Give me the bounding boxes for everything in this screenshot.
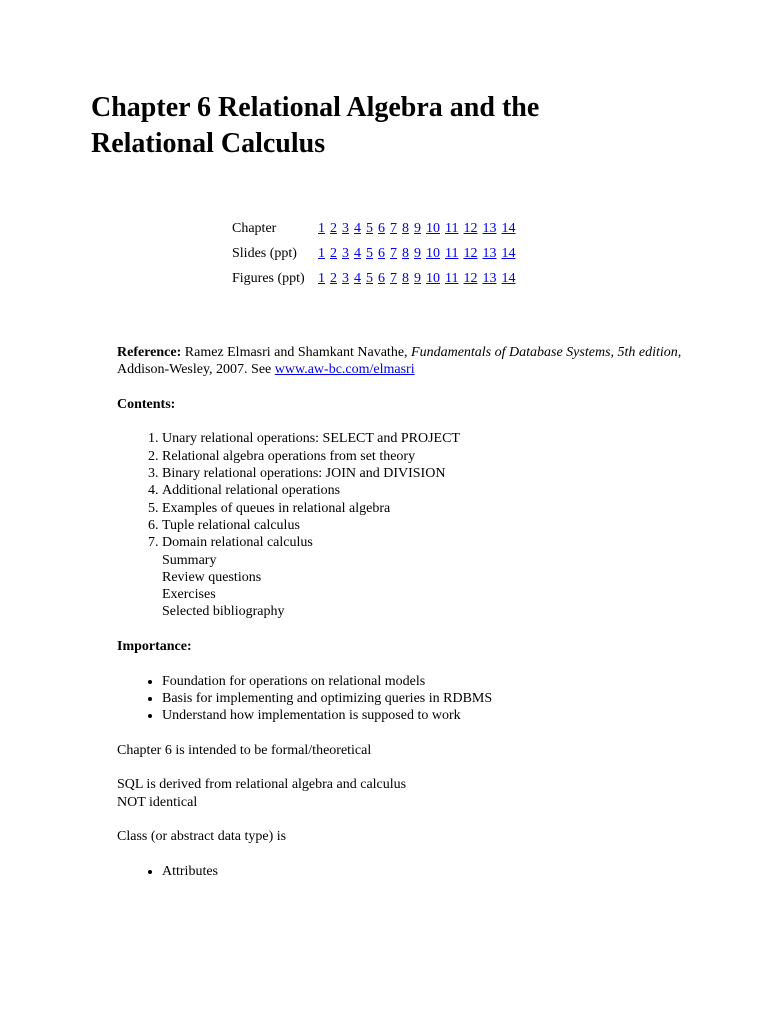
chapter-number-link[interactable]: 7	[390, 220, 397, 236]
paragraph-class: Class (or abstract data type) is	[117, 829, 287, 845]
reference-paragraph	[117, 344, 697, 379]
chapter-number-link[interactable]: 6	[378, 245, 385, 261]
contents-list	[117, 430, 697, 551]
chapter-number-link[interactable]: 14	[501, 220, 516, 236]
chapter-number-link[interactable]: 11	[445, 220, 459, 236]
chapter-number-link[interactable]: 12	[463, 270, 478, 286]
contents-item: 3. Binary relational operations: JOIN and DIVISION	[162, 465, 697, 482]
chapter-number-link[interactable]: 9	[414, 220, 421, 236]
chapter-number-link[interactable]: 6	[378, 220, 385, 236]
contents-item: 1. Unary relational operations: SELECT and PROJECT	[162, 430, 697, 447]
links-row-label: Figures (ppt)	[232, 270, 305, 286]
chapter-number-link[interactable]: 13	[482, 220, 497, 236]
chapter-number-link[interactable]: 5	[366, 270, 373, 286]
chapter-number-link[interactable]: 1	[318, 220, 325, 236]
chapter-number-link[interactable]: 1	[318, 270, 325, 286]
importance-item: • Understand how implementation is supposed to work	[162, 707, 697, 724]
chapter-number-link[interactable]: 5	[366, 220, 373, 236]
reference-label: Reference:	[117, 345, 182, 360]
links-row-links	[318, 241, 520, 266]
importance-list	[117, 673, 697, 725]
contents-item: 6. Tuple relational calculus	[162, 517, 697, 534]
class-list	[117, 863, 697, 880]
links-row-label: Chapter	[232, 220, 277, 236]
chapter-number-link[interactable]: 2	[330, 270, 337, 286]
chapter-number-link[interactable]: 3	[342, 220, 349, 236]
chapter-number-link[interactable]: 4	[354, 220, 361, 236]
contents-extra-item: Exercises	[162, 587, 216, 603]
chapter-number-link[interactable]: 11	[445, 270, 459, 286]
links-row	[232, 266, 520, 291]
contents-extra-item: Summary	[162, 552, 217, 568]
contents-item: 5. Examples of queues in relational algebra	[162, 500, 697, 517]
importance-heading-text: Importance:	[117, 639, 192, 655]
links-row	[232, 241, 520, 266]
contents-item: 4. Additional relational operations	[162, 482, 697, 499]
links-row-links	[318, 216, 520, 241]
chapter-number-link[interactable]: 11	[445, 245, 459, 261]
reference-authors: Ramez Elmasri and Shamkant Navathe,	[181, 345, 412, 360]
contents-item: 7. Domain relational calculus	[162, 534, 697, 551]
title-line-2: Relational Calculus	[91, 128, 326, 159]
chapter-number-link[interactable]: 13	[482, 270, 497, 286]
chapter-number-link[interactable]: 12	[463, 220, 478, 236]
paragraph-sql-line-2: NOT identical	[117, 794, 198, 810]
chapter-number-link[interactable]: 13	[482, 245, 497, 261]
chapter-number-link[interactable]: 7	[390, 270, 397, 286]
contents-heading-text: Contents:	[117, 396, 176, 412]
paragraph-formal: Chapter 6 is intended to be formal/theoretical	[117, 742, 372, 758]
chapter-number-link[interactable]: 8	[402, 245, 409, 261]
class-item: • Attributes	[162, 863, 697, 880]
chapter-number-link[interactable]: 1	[318, 245, 325, 261]
paragraph-sql-line-1: SQL is derived from relational algebra and calculus	[117, 777, 407, 793]
title-line-1: Chapter 6 Relational Algebra and the	[91, 92, 540, 123]
links-row-links	[318, 266, 520, 291]
links-row-label: Slides (ppt)	[232, 245, 297, 261]
links-row	[232, 216, 520, 241]
chapter-number-link[interactable]: 3	[342, 270, 349, 286]
contents-extras	[117, 552, 697, 621]
chapter-number-link[interactable]: 2	[330, 245, 337, 261]
chapter-number-link[interactable]: 10	[426, 245, 440, 261]
chapter-links-table	[232, 216, 520, 291]
chapter-number-link[interactable]: 14	[501, 270, 516, 286]
chapter-number-link[interactable]: 2	[330, 220, 337, 236]
chapter-number-link[interactable]: 4	[354, 245, 361, 261]
chapter-number-link[interactable]: 9	[414, 245, 421, 261]
chapter-number-link[interactable]: 7	[390, 245, 397, 261]
importance-item: • Foundation for operations on relational models	[162, 673, 697, 690]
document-body	[117, 344, 697, 898]
chapter-number-link[interactable]: 4	[354, 270, 361, 286]
chapter-number-link[interactable]: 8	[402, 220, 409, 236]
chapter-number-link[interactable]: 3	[342, 245, 349, 261]
reference-publisher: Addison-Wesley, 2007. See	[117, 362, 275, 378]
chapter-number-link[interactable]: 9	[414, 270, 421, 286]
chapter-number-link[interactable]: 8	[402, 270, 409, 286]
paragraph-sql	[117, 776, 697, 811]
chapter-number-link[interactable]: 10	[426, 270, 440, 286]
chapter-number-link[interactable]: 6	[378, 270, 385, 286]
chapter-number-link[interactable]: 14	[501, 245, 516, 261]
contents-heading	[117, 396, 697, 413]
importance-item: • Basis for implementing and optimizing queries in RDBMS	[162, 690, 697, 707]
contents-extra-item: Review questions	[162, 569, 262, 585]
chapter-number-link[interactable]: 5	[366, 245, 373, 261]
contents-item: 2. Relational algebra operations from set theory	[162, 448, 697, 465]
importance-heading	[117, 638, 697, 655]
chapter-number-link[interactable]: 12	[463, 245, 478, 261]
contents-extra-item: Selected bibliography	[162, 604, 285, 620]
chapter-number-link[interactable]: 10	[426, 220, 440, 236]
page-title	[91, 90, 691, 162]
reference-book: Fundamentals of Database Systems, 5th edition,	[411, 345, 682, 360]
reference-url-link[interactable]: www.aw-bc.com/elmasri	[274, 362, 415, 378]
